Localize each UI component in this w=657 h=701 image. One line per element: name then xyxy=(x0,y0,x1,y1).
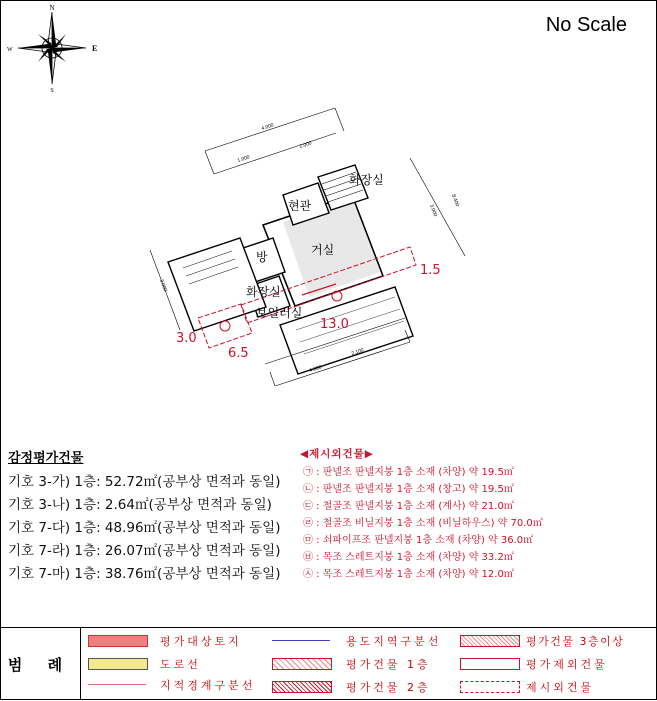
scale-label: No Scale xyxy=(545,14,627,36)
svg-text:4.000: 4.000 xyxy=(308,364,323,374)
label-boiler: 보일러실 xyxy=(256,306,303,320)
excluded-row: ㉣ : 철골조 비닐지붕 1층 소재 (비닐하우스) 약 70.0㎡ xyxy=(303,518,543,529)
eval-3f-swatch xyxy=(460,635,520,647)
label-room: 방 xyxy=(256,250,268,264)
excluded-row: ㉡ : 판넬조 판넬지붕 1층 소재 (창고) 약 19.5㎡ xyxy=(303,484,514,495)
label-living: 거실 xyxy=(311,243,335,257)
compass-e: E xyxy=(92,44,98,53)
building-row: 기호 3-나) 1층: 2.64㎡(공부상 면적과 동일) xyxy=(8,497,272,513)
legend-extra: 제시외건물 xyxy=(526,681,595,694)
eval-2f-swatch xyxy=(272,681,332,693)
svg-text:3.000: 3.000 xyxy=(428,203,439,218)
svg-text:2.100: 2.100 xyxy=(350,347,365,357)
dim-3-0: 3.0 xyxy=(176,331,197,346)
dim-13-0: 13.0 xyxy=(320,317,349,332)
legend xyxy=(0,627,657,701)
eval-land-swatch xyxy=(88,635,148,647)
svg-text:3.000: 3.000 xyxy=(158,278,169,293)
building-row: 기호 7-마) 1층: 38.76㎡(공부상 면적과 동일) xyxy=(8,566,281,582)
excluded-row: ㉢ : 철골조 판넬지붕 1층 소재 (계사) 약 21.0㎡ xyxy=(303,501,514,512)
dim-1-5: 1.5 xyxy=(420,263,441,278)
building-row: 기호 7-라) 1층: 26.07㎡(공부상 면적과 동일) xyxy=(8,543,281,559)
eval-excluded-swatch xyxy=(460,658,520,670)
label-entrance: 현관 xyxy=(288,199,312,213)
label-bathroom-bottom: 화장실 xyxy=(246,285,281,299)
eval-1f-swatch xyxy=(272,658,332,670)
compass-n: N xyxy=(49,4,55,12)
marker-b-icon xyxy=(220,321,230,331)
excluded-row: ㉤ : 쇠파이프조 판넬지붕 1층 소재 (차양) 약 36.0㎡ xyxy=(303,535,534,546)
svg-text:1.000: 1.000 xyxy=(236,154,251,164)
svg-text:4.000: 4.000 xyxy=(260,122,275,132)
svg-text:2.000: 2.000 xyxy=(298,140,313,150)
excluded-row: ㉥ : 목조 스레트지붕 1층 소재 (차양) 약 33.2㎡ xyxy=(303,552,514,563)
dim-6-5: 6.5 xyxy=(228,346,249,361)
excluded-row: ㉠ : 판넬조 판넬지붕 1층 소재 (차양) 약 19.5㎡ xyxy=(303,467,514,478)
zoning-swatch xyxy=(272,640,330,641)
label-bathroom-top: 화장실 xyxy=(349,173,384,187)
legend-eval-excluded: 평가제외건물 xyxy=(526,658,608,671)
extra-swatch xyxy=(460,681,520,693)
legend-eval-2f: 평가건물 2층 xyxy=(346,681,431,694)
compass-w: W xyxy=(7,47,13,53)
cadastral-swatch xyxy=(88,684,146,685)
legend-zoning: 용도지역구분선 xyxy=(346,635,442,648)
building-group xyxy=(150,108,465,386)
legend-title: 범 례 xyxy=(0,628,81,700)
legend-cadastral: 지적경계구분선 xyxy=(160,679,256,692)
buildings-title: 감정평가건물 xyxy=(8,451,84,466)
excluded-row: ㉦ : 목조 스레트지붕 1층 소재 (차양) 약 12.0㎡ xyxy=(303,569,514,580)
svg-text:8.400: 8.400 xyxy=(450,193,461,208)
excluded-title: ◀제시외건물▶ xyxy=(300,448,374,460)
building-row: 기호 3-가) 1층: 52.72㎡(공부상 면적과 동일) xyxy=(8,474,281,490)
legend-road: 도로선 xyxy=(160,658,201,671)
compass-icon xyxy=(7,4,97,94)
legend-eval-land: 평가대상토지 xyxy=(160,635,242,648)
road-swatch xyxy=(88,658,148,670)
legend-eval-3f: 평가건물 3층이상 xyxy=(526,635,625,648)
building-row: 기호 7-다) 1층: 48.96㎡(공부상 면적과 동일) xyxy=(8,520,281,536)
legend-eval-1f: 평가건물 1층 xyxy=(346,658,431,671)
compass-s: S xyxy=(50,88,54,94)
